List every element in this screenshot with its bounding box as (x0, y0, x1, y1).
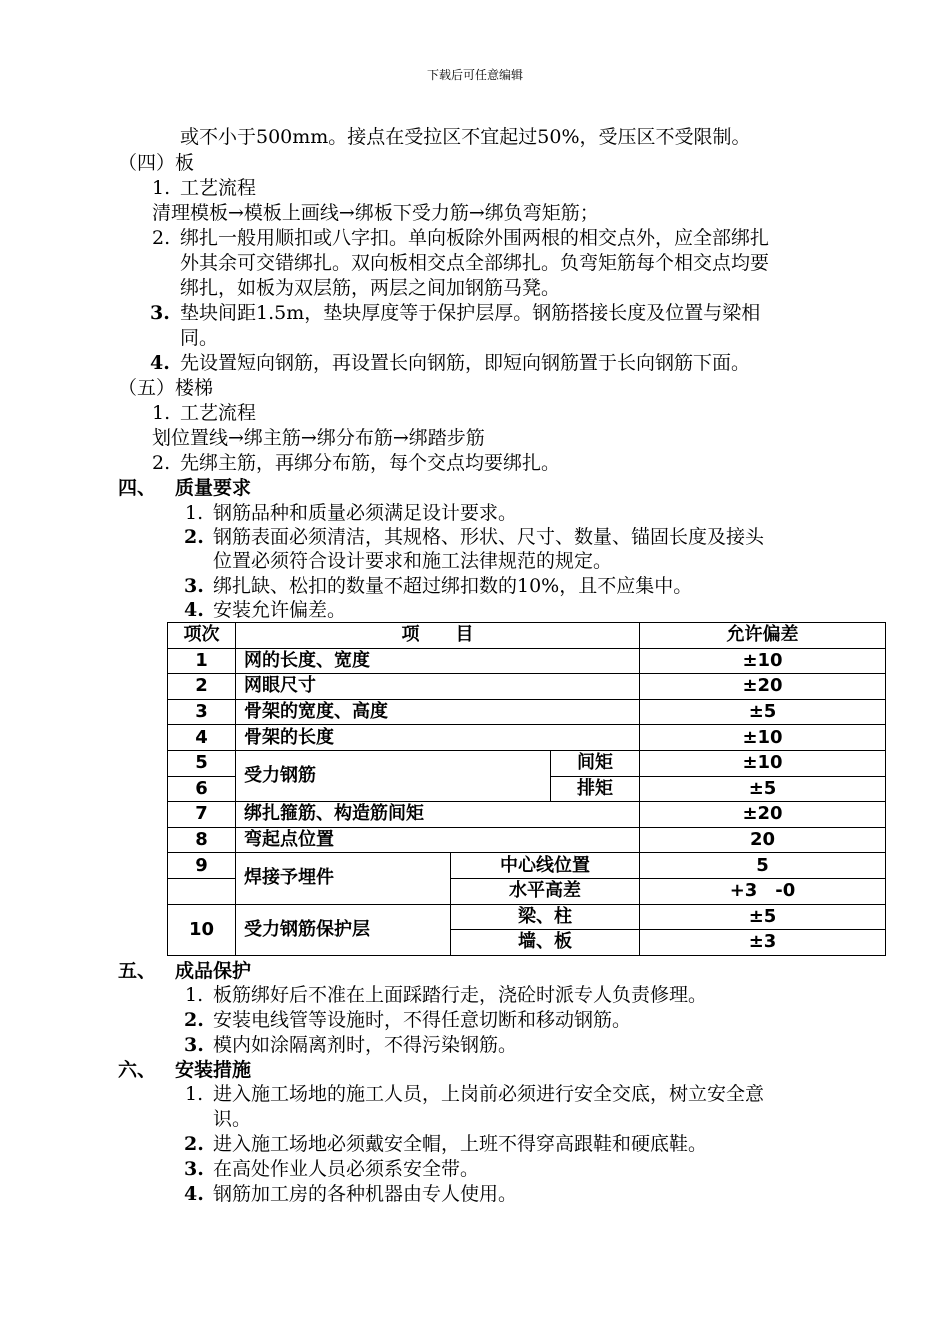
list-item: 钢筋表面必须清洁，其规格、形状、尺寸、数量、锚固长度及接头 (213, 526, 765, 548)
cell-no: 10 (168, 904, 236, 955)
cell-tolerance: 5 (640, 853, 886, 879)
cell-tolerance: ±5 (640, 776, 886, 802)
header-item: 项 目 (236, 623, 640, 649)
cell-tolerance: ±3 (640, 930, 886, 956)
table-row (168, 750, 886, 776)
cell-item: 骨架的长度 (236, 725, 640, 751)
cell-no-empty (168, 878, 236, 904)
list-item: 钢筋品种和质量必须满足设计要求。 (213, 502, 518, 524)
list-item: 在高处作业人员必须系安全带。 (213, 1158, 480, 1180)
cell-no: 1 (168, 648, 236, 674)
list-item: 先绑主筋，再绑分布筋，每个交点均要绑扎。 (180, 452, 561, 474)
list-item-cont: 识。 (213, 1108, 252, 1130)
table-row (168, 802, 886, 828)
table-row (168, 725, 886, 751)
cell-subitem: 墙、板 (451, 930, 640, 956)
table-row (168, 674, 886, 700)
cell-subitem: 排矩 (551, 776, 640, 802)
section-number: 六、 (118, 1059, 157, 1081)
list-item: 绑扎一般用顺扣或八字扣。单向板除外围两根的相交点外，应全部绑扎 (180, 227, 770, 249)
cell-tolerance: ±20 (640, 674, 886, 700)
list-number: 2. (152, 452, 171, 474)
list-item: 安装电线管等设施时，不得任意切断和移动钢筋。 (213, 1009, 632, 1031)
continued-text: 或不小于500mm。接点在受拉区不宜起过50%，受压区不受限制。 (180, 126, 751, 148)
cell-item: 网的长度、宽度 (236, 648, 640, 674)
section-protect-heading: 成品保护 (175, 960, 252, 982)
list-number: 1. (185, 1083, 204, 1105)
cell-tolerance: ±5 (640, 904, 886, 930)
list-item: 垫块间距1.5m，垫块厚度等于保护层厚。钢筋搭接长度及位置与梁相 (180, 302, 761, 324)
list-number: 2. (184, 1133, 204, 1155)
section-stair-heading: （五）楼梯 (118, 377, 214, 399)
list-number: 4. (150, 352, 170, 374)
cell-subitem: 水平高差 (451, 878, 640, 904)
list-number: 3. (150, 302, 170, 324)
table-row (168, 827, 886, 853)
cell-item: 网眼尺寸 (236, 674, 640, 700)
section-slab-heading: （四）板 (118, 152, 195, 174)
list-number: 3. (184, 575, 204, 597)
process-flow: 划位置线→绑主筋→绑分布筋→绑踏步筋 (152, 427, 485, 449)
list-number: 1. (152, 177, 171, 199)
list-item-cont: 外其余可交错绑扎。双向板相交点全部绑扎。负弯矩筋每个相交点均要 (180, 252, 770, 274)
cell-item: 受力钢筋保护层 (236, 904, 451, 955)
section-number: 四、 (118, 477, 157, 499)
list-item: 模内如涂隔离剂时，不得污染钢筋。 (213, 1034, 518, 1056)
list-number: 1. (185, 502, 204, 524)
list-item: 钢筋加工房的各种机器由专人使用。 (213, 1183, 518, 1205)
list-number: 2. (184, 526, 204, 548)
tolerance-table (167, 622, 886, 956)
cell-no: 8 (168, 827, 236, 853)
header-tolerance: 允许偏差 (640, 623, 886, 649)
list-item-cont: 绑扎，如板为双层筋，两层之间加钢筋马凳。 (180, 277, 561, 299)
list-item: 进入施工场地的施工人员，上岗前必须进行安全交底，树立安全意 (213, 1083, 765, 1105)
table-row (168, 853, 886, 879)
cell-tolerance: ±10 (640, 725, 886, 751)
cell-item: 焊接予埋件 (236, 853, 451, 904)
cell-tolerance: ±20 (640, 802, 886, 828)
cell-tolerance: ±5 (640, 699, 886, 725)
cell-no: 4 (168, 725, 236, 751)
list-item: 绑扎缺、松扣的数量不超过绑扣数的10%，且不应集中。 (213, 575, 693, 597)
section-safety-heading: 安装措施 (175, 1059, 252, 1081)
cell-tolerance: ±10 (640, 750, 886, 776)
table-row (168, 648, 886, 674)
list-item: 工艺流程 (180, 402, 257, 424)
cell-no: 9 (168, 853, 236, 879)
list-item: 进入施工场地必须戴安全帽，上班不得穿高跟鞋和硬底鞋。 (213, 1133, 708, 1155)
table-row (168, 904, 886, 930)
list-item: 板筋绑好后不准在上面踩踏行走，浇砼时派专人负责修理。 (213, 984, 708, 1006)
cell-subitem: 梁、柱 (451, 904, 640, 930)
list-item: 先设置短向钢筋，再设置长向钢筋，即短向钢筋置于长向钢筋下面。 (180, 352, 751, 374)
cell-item: 受力钢筋 (236, 750, 551, 801)
cell-no: 2 (168, 674, 236, 700)
list-item: 安装允许偏差。 (213, 599, 347, 621)
table-row (168, 699, 886, 725)
cell-tolerance: +3 -0 (640, 878, 886, 904)
cell-item: 绑扎箍筋、构造筋间矩 (236, 802, 640, 828)
page-header: 下载后可任意编辑 (426, 68, 523, 82)
cell-no: 7 (168, 802, 236, 828)
list-number: 2. (184, 1009, 204, 1031)
list-number: 4. (184, 599, 204, 621)
cell-subitem: 中心线位置 (451, 853, 640, 879)
cell-subitem: 间矩 (551, 750, 640, 776)
list-number: 1. (185, 984, 204, 1006)
list-number: 3. (184, 1034, 204, 1056)
list-item-cont: 同。 (180, 327, 219, 349)
cell-item: 弯起点位置 (236, 827, 640, 853)
list-number: 2. (152, 227, 171, 249)
cell-no: 5 (168, 750, 236, 776)
header-no: 项次 (168, 623, 236, 649)
cell-no: 3 (168, 699, 236, 725)
list-item: 工艺流程 (180, 177, 257, 199)
list-item-cont: 位置必须符合设计要求和施工法律规范的规定。 (213, 550, 613, 572)
section-number: 五、 (118, 960, 157, 982)
list-number: 3. (184, 1158, 204, 1180)
cell-item: 骨架的宽度、高度 (236, 699, 640, 725)
process-flow: 清理模板→模板上画线→绑板下受力筋→绑负弯矩筋； (152, 202, 599, 224)
cell-tolerance: 20 (640, 827, 886, 853)
table-header-row (168, 623, 886, 649)
list-number: 4. (184, 1183, 204, 1205)
cell-no: 6 (168, 776, 236, 802)
section-quality-heading: 质量要求 (175, 477, 252, 499)
list-number: 1. (152, 402, 171, 424)
cell-tolerance: ±10 (640, 648, 886, 674)
